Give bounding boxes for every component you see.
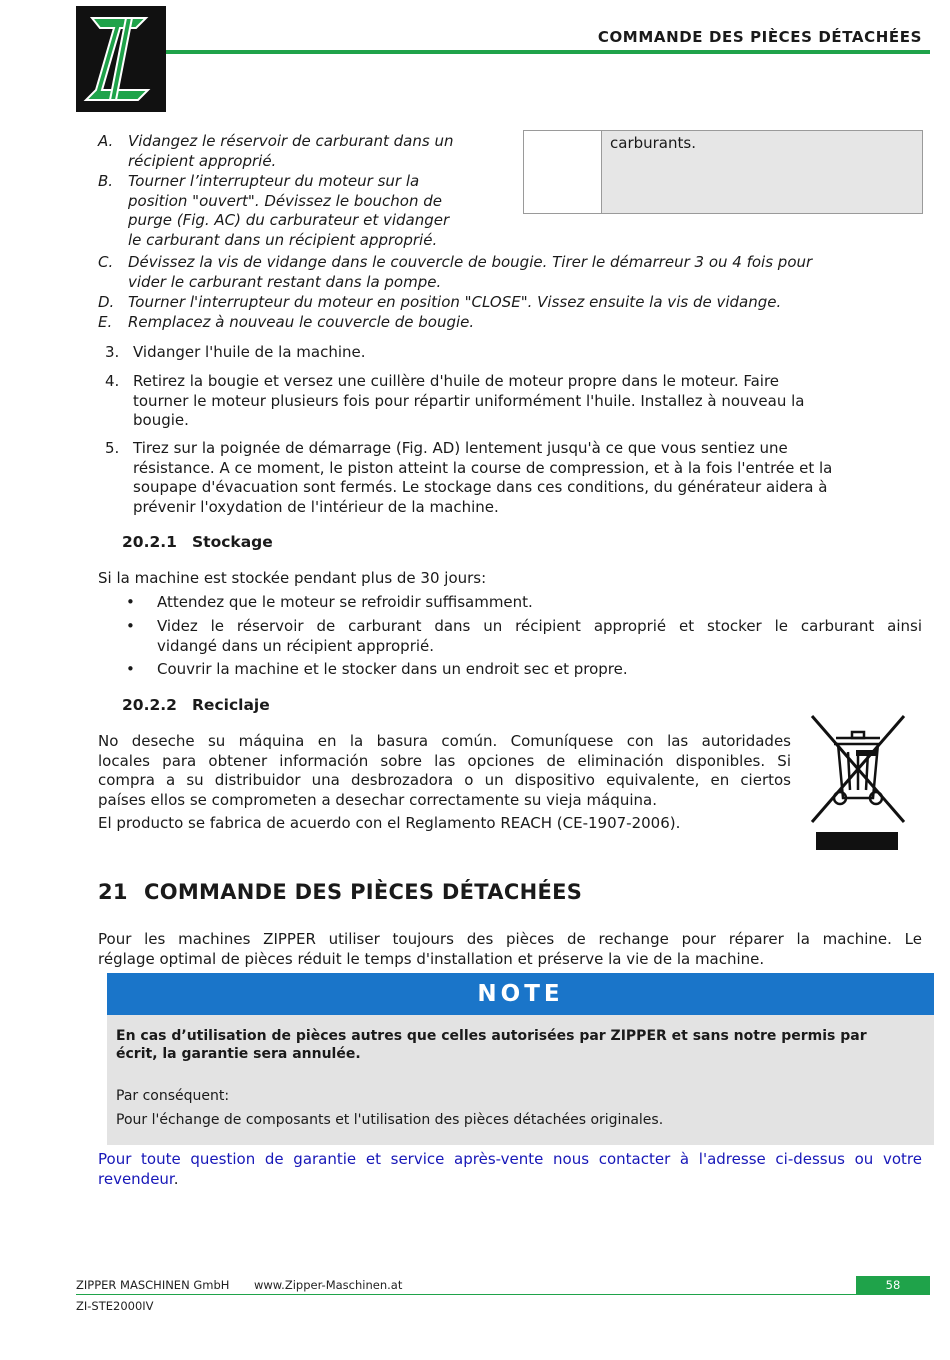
step-line: Vidanger l'huile de la machine.: [133, 343, 366, 361]
step-5: [105, 439, 925, 517]
heading-text: Stockage: [192, 533, 273, 551]
step-line: résistance. A ce moment, le piston atteint la course de compression, et à la fois l'entrée et la: [133, 458, 833, 477]
step-line: vider le carburant restant dans la pompe.: [128, 272, 442, 291]
step-line: prévenir l'oxydation de l'intérieur de la machine.: [133, 497, 499, 516]
bullet-item: [157, 617, 922, 656]
note-body: [107, 1015, 934, 1145]
section21-paragraph: [98, 930, 922, 969]
note-line: En cas d’utilisation de pièces autres que celles autorisées par ZIPPER et sans notre permis par: [116, 1028, 867, 1044]
reciclaje-paragraph: [98, 732, 791, 810]
step-line: Vidangez le réservoir de carburant dans un: [128, 132, 454, 150]
step-line: récipient approprié.: [128, 151, 277, 170]
paragraph-line: países ellos se comprometen a desechar correctamente su vieja máquina.: [98, 790, 657, 809]
heading-section-21: [98, 880, 582, 904]
step-label: E.: [98, 313, 113, 331]
step-line: Tirez sur la poignée de démarrage (Fig. AD) lentement jusqu'à ce que vous sentiez une: [133, 439, 788, 457]
page-number: 58: [856, 1276, 930, 1295]
step-line: Tourner l'interrupteur du moteur en position "CLOSE". Vissez ensuite la vis de vidange.: [128, 293, 782, 311]
heading-stockage: [122, 533, 273, 551]
step-4: [105, 372, 925, 431]
step-line: Remplacez à nouveau le couvercle de bougie.: [128, 313, 475, 331]
paragraph-line: Pour les machines ZIPPER utiliser toujours des pièces de rechange pour réparer la machine. Le: [98, 930, 922, 948]
stockage-intro: Si la machine est stockée pendant plus de 30 jours:: [98, 569, 487, 587]
table-cell-text: carburants.: [610, 134, 696, 152]
paragraph-line: locales para obtener información sobre las opciones de eliminación disponibles. Si: [98, 751, 791, 770]
paragraph-line: compra a su distribuidor una desbrozadora o un dispositivo equivalente, en ciertos: [98, 771, 791, 790]
step-E: [98, 313, 474, 333]
step-3: [105, 343, 925, 363]
heading-text: COMMANDE DES PIÈCES DÉTACHÉES: [144, 880, 583, 904]
footer-company: ZIPPER MASCHINEN GmbH: [76, 1278, 230, 1292]
step-line: le carburant dans un récipient approprié.: [128, 230, 438, 249]
note-detail: Pour l'échange de composants et l'utilisation des pièces détachées originales.: [116, 1112, 664, 1128]
step-line: soupape d'évacuation sont fermés. Le stockage dans ces conditions, du générateur aidera à: [133, 478, 828, 497]
heading-number: 20.2.1: [122, 533, 177, 551]
note-warning: [116, 1027, 916, 1063]
note-consequence: Par conséquent:: [116, 1088, 230, 1104]
note-line: écrit, la garantie sera annulée.: [116, 1046, 361, 1062]
paragraph-line: réglage optimal de pièces réduit le temps d'installation et préserve la vie de la machine.: [98, 949, 765, 968]
contact-line: revendeur: [98, 1169, 174, 1188]
step-D: [98, 293, 781, 313]
table-fragment: [523, 130, 923, 214]
footer-rule: [76, 1294, 930, 1295]
step-label: 4.: [105, 372, 120, 390]
bullet-icon: •: [126, 617, 135, 635]
step-label: D.: [98, 293, 115, 311]
zipper-logo: [76, 6, 166, 112]
header-title: COMMANDE DES PIÈCES DÉTACHÉES: [597, 28, 922, 46]
step-label: C.: [98, 253, 114, 271]
footer-model: ZI-STE2000IV: [76, 1299, 154, 1313]
bullet-item: Attendez que le moteur se refroidir suffisamment.: [157, 593, 533, 611]
contact-line: Pour toute question de garantie et service après-vente nous contacter à l'adresse ci-dessus ou votre: [98, 1150, 922, 1168]
step-label: B.: [98, 172, 114, 190]
note-heading: NOTE: [107, 973, 934, 1015]
header-rule: [166, 50, 930, 54]
bullet-icon: •: [126, 660, 135, 678]
step-line: tourner le moteur plusieurs fois pour répartir uniformément l'huile. Installez à nouveau la: [133, 391, 805, 410]
heading-text: Reciclaje: [192, 696, 270, 714]
step-line: Dévissez la vis de vidange dans le couvercle de bougie. Tirer le démarreur 3 ou 4 fois pour: [128, 253, 813, 271]
heading-number: 21: [98, 880, 128, 904]
step-line: bougie.: [133, 411, 189, 430]
step-line: purge (Fig. AC) du carburateur et vidanger: [128, 211, 450, 230]
step-label: 5.: [105, 439, 120, 457]
step-line: position "ouvert". Dévissez le bouchon de: [128, 191, 443, 210]
bullet-icon: •: [126, 593, 135, 611]
heading-number: 20.2.2: [122, 696, 177, 714]
contact-paragraph: [98, 1150, 922, 1189]
step-label: 3.: [105, 343, 120, 361]
step-C: [98, 253, 812, 292]
step-line: Tourner l’interrupteur du moteur sur la: [128, 172, 420, 190]
step-label: A.: [98, 132, 114, 150]
step-line: Retirez la bougie et versez une cuillère d'huile de moteur propre dans le moteur. Faire: [133, 372, 780, 390]
weee-bin-icon: [808, 712, 908, 852]
paragraph-line: No deseche su máquina en la basura común. Comuníquese con las autoridades: [98, 732, 791, 750]
heading-reciclaje: [122, 696, 270, 714]
step-B: [98, 172, 449, 250]
bullet-line: vidangé dans un récipient approprié.: [157, 636, 435, 655]
table-cell-empty: [524, 131, 602, 213]
bullet-line: Videz le réservoir de carburant dans un récipient approprié et stocker le carburant ainsi: [157, 617, 922, 635]
step-A: [98, 132, 453, 171]
contact-period: .: [173, 1169, 179, 1188]
bullet-item: Couvrir la machine et le stocker dans un endroit sec et propre.: [157, 660, 628, 678]
reach-statement: El producto se fabrica de acuerdo con el Reglamento REACH (CE-1907-2006).: [98, 814, 681, 832]
footer-website[interactable]: www.Zipper-Maschinen.at: [254, 1278, 403, 1292]
